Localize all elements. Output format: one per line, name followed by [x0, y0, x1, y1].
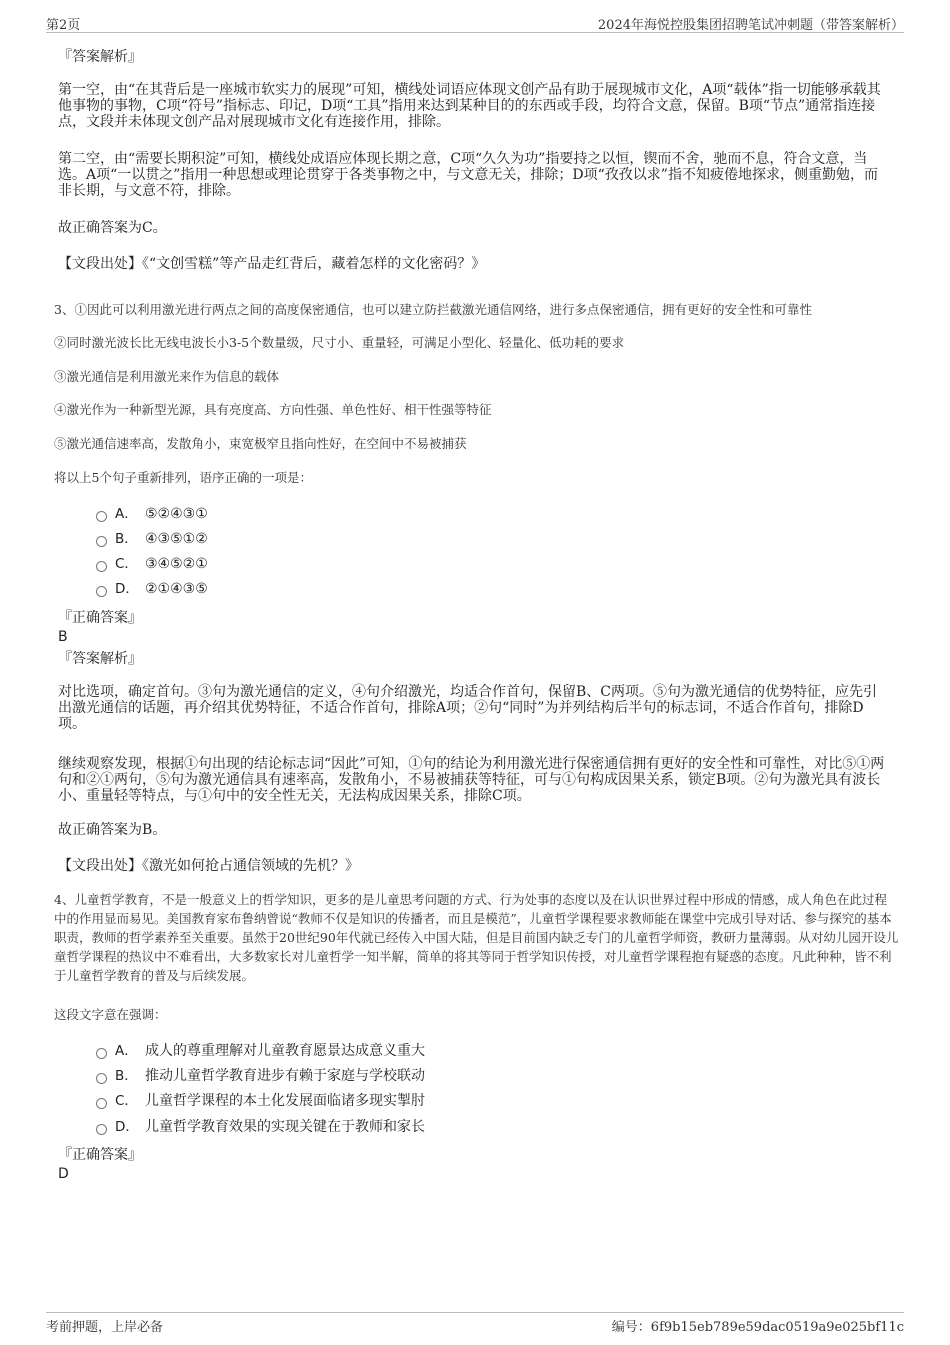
question-sentence: 3、①因此可以利用激光进行两点之间的高度保密通信，也可以建立防拦截激光通信网络，进行多点保密通信，拥有更好的安全性和可靠性: [54, 302, 812, 317]
source-citation: 【文段出处】《“文创雪糕”等产品走红背后，藏着怎样的文化密码？》: [58, 256, 486, 272]
analysis-paragraph: 第二空，由“需要长期积淀”可知，横线处成语应体现长期之意，C项“久久为功”指要持之以恒，锲而不舍，驰而不息，符合文意，当选。A项“一以贯之”指用一种思想或理论贯穿于各类事物之中，与文意无关，排除；D项“孜孜以求”指不知疲倦地探求，侧重勤勉，而非长期，与文意不符，排除。: [58, 151, 878, 199]
radio-icon[interactable]: [96, 536, 107, 547]
correct-answer: D: [58, 1166, 69, 1182]
question-sentence: ⑤激光通信速率高，发散角小，束宽极窄且指向性好，在空间中不易被捕获: [54, 436, 467, 451]
analysis-paragraph: 继续观察发现，根据①句出现的结论标志词“因此”可知，①句的结论为利用激光进行保密通信拥有更好的安全性和可靠性，对比⑤①两句和②①两句，⑤句为激光通信具有速率高，发散角小，不易被捕获等特征，可与①句构成因果关系，锁定B项。②句为激光具有波长小、重量轻等特点，与①句中的安全性无关，无法构成因果关系，排除C项。: [58, 756, 885, 804]
source-citation: 【文段出处】《激光如何抢占通信领域的先机？》: [58, 858, 359, 874]
question-prompt: 将以上5个句子重新排列，语序正确的一项是：: [54, 470, 312, 485]
option-c[interactable]: C． 儿童哲学课程的本土化发展面临诸多现实掣肘: [96, 1092, 425, 1110]
footer-slogan: 考前押题，上岸必备: [46, 1320, 164, 1335]
option-a[interactable]: A． ⑤②④③①: [96, 505, 208, 523]
correct-answer-label: 『正确答案』: [58, 610, 142, 626]
analysis-paragraph: 第一空，由“在其背后是一座城市软实力的展现”可知，横线处词语应体现文创产品有助于展现城市文化，A项“载体”指一切能够承载其他事物的事物，C项“符号”指标志、印记，D项“工具”指用来达到某种目的的东西或手段，均符合文意，保留。B项“节点”通常指连接点，文段并未体现文创产品对展现城市文化有连接作用，排除。: [58, 82, 881, 130]
question-sentence: ③激光通信是利用激光来作为信息的载体: [54, 369, 280, 384]
conclusion: 故正确答案为B。: [58, 822, 167, 838]
question-sentence: ②同时激光波长比无线电波长小3-5个数量级，尺寸小、重量轻，可满足小型化、轻量化、低功耗的要求: [54, 335, 625, 350]
correct-answer: B: [58, 629, 68, 645]
radio-icon[interactable]: [96, 561, 107, 572]
option-d[interactable]: D． ②①④③⑤: [96, 580, 208, 598]
question-sentence: ④激光作为一种新型光源，具有亮度高、方向性强、单色性好、相干性强等特征: [54, 402, 492, 417]
analysis-label: 『答案解析』: [58, 651, 142, 667]
radio-icon[interactable]: [96, 1073, 107, 1084]
correct-answer-label: 『正确答案』: [58, 1147, 142, 1163]
option-c[interactable]: C． ③④⑤②①: [96, 555, 208, 573]
analysis-paragraph: 对比选项，确定首句。③句为激光通信的定义，④句介绍激光，均适合作首句，保留B、C两项。⑤句为激光通信的优势特征，应先引出激光通信的话题，再介绍其优势特征，不适合作首句，排除A项；②句“同时”为并列结构后半句的标志词，不适合作首句，排除D项。: [58, 684, 877, 732]
radio-icon[interactable]: [96, 1048, 107, 1059]
radio-icon[interactable]: [96, 586, 107, 597]
page-number: 第2页: [46, 18, 81, 33]
question-stem: 4、儿童哲学教育，不是一般意义上的哲学知识，更多的是儿童思考问题的方式、行为处事的态度以及在认识世界过程中形成的情感，成人角色在此过程中的作用显而易见。美国教育家布鲁纳曾说“教师不仅是知识的传播者，而且是模范”，儿童哲学课程要求教师能在课堂中完成引导对话、参与探究的基本职责，教师的哲学素养至关重要。虽然于20世纪90年代就已经传入中国大陆，但是目前国内缺乏专门的儿童哲学师资，教研力量薄弱。从对幼儿园开设儿童哲学课程的热议中不难看出，大多数家长对儿童哲学一知半解，简单的将其等同于哲学知识传授，对儿童哲学课程抱有疑惑的态度。凡此种种，皆不利于儿童哲学教育的普及与后续发展。: [54, 892, 899, 983]
option-d[interactable]: D． 儿童哲学教育效果的实现关键在于教师和家长: [96, 1118, 425, 1136]
document-id: 编号：6f9b15eb789e59dac0519a9e025bf11c: [611, 1320, 904, 1335]
radio-icon[interactable]: [96, 511, 107, 522]
conclusion: 故正确答案为C。: [58, 220, 167, 236]
option-a[interactable]: A． 成人的尊重理解对儿童教育愿景达成意义重大: [96, 1042, 425, 1060]
option-b[interactable]: B． 推动儿童哲学教育进步有赖于家庭与学校联动: [96, 1067, 425, 1085]
question-prompt: 这段文字意在强调：: [54, 1007, 167, 1022]
document-title: 2024年海悦控股集团招聘笔试冲刺题（带答案解析）: [597, 18, 904, 33]
analysis-label: 『答案解析』: [58, 49, 142, 65]
option-b[interactable]: B． ④③⑤①②: [96, 530, 208, 548]
page-header: [46, 12, 904, 33]
radio-icon[interactable]: [96, 1098, 107, 1109]
page-footer: [46, 1312, 904, 1339]
radio-icon[interactable]: [96, 1124, 107, 1135]
